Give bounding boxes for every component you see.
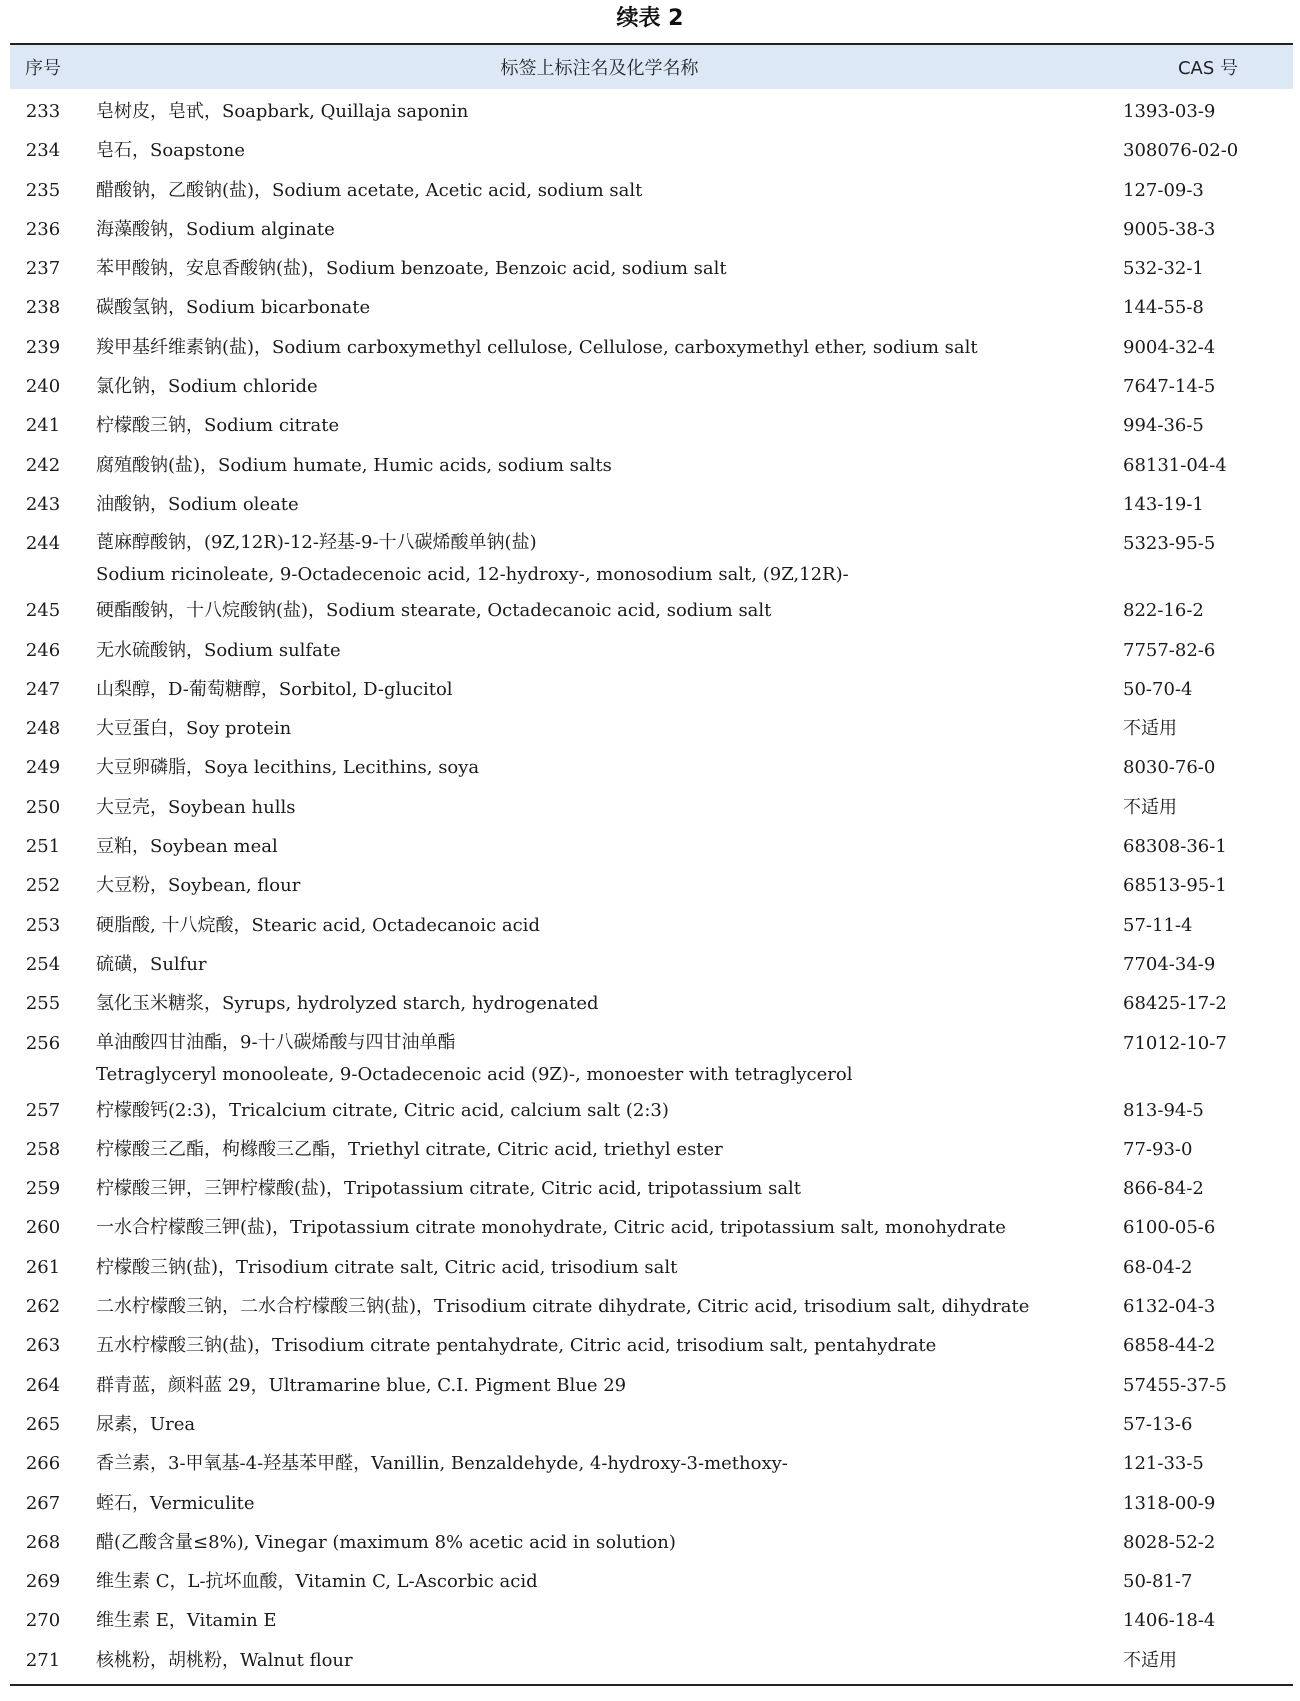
row-name — [76, 709, 1115, 748]
row-name-line: 一水合柠檬酸三钾(盐)，Tripotassium citrate monohydrate, Citric acid, tripotassium salt, monohydrate — [96, 1217, 1006, 1239]
row-name — [76, 367, 1115, 406]
row-serial-number: 262 — [25, 1296, 61, 1318]
table-row — [10, 406, 1293, 445]
row-cas-number: 不适用 — [1123, 718, 1177, 740]
header-label-and-chemical-name: 标签上标注名及化学名称 — [500, 58, 699, 79]
row-name — [76, 1366, 1115, 1405]
table-row — [10, 1130, 1293, 1169]
row-name-line: 硬酯酸钠，十八烷酸钠(盐)，Sodium stearate, Octadecanoic acid, sodium salt — [96, 600, 772, 622]
table-row — [10, 1091, 1293, 1130]
table-row — [10, 171, 1293, 210]
row-name — [76, 1248, 1115, 1287]
row-name — [76, 406, 1115, 445]
row-name-line: 柠檬酸钙(2:3)，Tricalcium citrate, Citric acid, calcium salt (2:3) — [96, 1099, 669, 1121]
row-name-line: Tetraglyceryl monooleate, 9-Octadecenoic acid (9Z)-, monoester with tetraglycerol — [96, 1063, 853, 1085]
table-row — [10, 1169, 1293, 1208]
row-name-line: 皂石，Soapstone — [96, 140, 245, 162]
row-cas-number: 866-84-2 — [1123, 1178, 1204, 1200]
table-row — [10, 131, 1293, 170]
row-serial-number: 245 — [25, 600, 61, 622]
row-name-line: 香兰素，3-甲氧基-4-羟基苯甲醛，Vanillin, Benzaldehyde, 4-hydroxy-3-methoxy- — [96, 1453, 788, 1475]
row-serial-number: 246 — [25, 639, 61, 661]
table-row — [10, 1641, 1293, 1680]
table-row — [10, 670, 1293, 709]
table-row — [10, 485, 1293, 524]
row-name-line: 柠檬酸三钠，Sodium citrate — [96, 415, 340, 437]
table-row — [10, 249, 1293, 288]
row-name — [76, 524, 1115, 591]
row-serial-number: 236 — [25, 218, 61, 240]
table-row — [10, 367, 1293, 406]
row-serial-number: 265 — [25, 1413, 61, 1435]
row-cas-number: 57455-37-5 — [1123, 1374, 1227, 1396]
row-name — [76, 1484, 1115, 1523]
row-cas-number: 68131-04-4 — [1123, 454, 1227, 476]
table-row — [10, 210, 1293, 249]
row-name-line: Sodium ricinoleate, 9-Octadecenoic acid, 12-hydroxy-, monosodium salt, (9Z,12R)- — [96, 564, 849, 586]
row-serial-number: 251 — [25, 836, 61, 858]
table-row — [10, 92, 1293, 131]
table-row — [10, 984, 1293, 1023]
row-name-line: 山梨醇，D-葡萄糖醇，Sorbitol, D-glucitol — [96, 678, 453, 700]
table-row — [10, 1208, 1293, 1247]
row-serial-number: 257 — [25, 1099, 61, 1121]
row-name — [76, 1523, 1115, 1562]
table-row — [10, 827, 1293, 866]
row-serial-number: 264 — [25, 1374, 61, 1396]
header-cas-number: CAS 号 — [1177, 58, 1239, 79]
row-cas-number: 308076-02-0 — [1123, 140, 1239, 162]
row-name — [76, 1641, 1115, 1680]
table-row — [10, 1287, 1293, 1326]
table-row — [10, 1405, 1293, 1444]
row-name — [76, 866, 1115, 905]
row-name — [76, 1169, 1115, 1208]
row-name — [76, 171, 1115, 210]
table-row — [10, 1484, 1293, 1523]
row-cas-number: 71012-10-7 — [1123, 1032, 1227, 1054]
row-name-line: 群青蓝，颜料蓝 29，Ultramarine blue, C.I. Pigment Blue 29 — [96, 1374, 627, 1396]
row-cas-number: 68513-95-1 — [1123, 875, 1227, 897]
row-cas-number: 813-94-5 — [1123, 1099, 1204, 1121]
row-name — [76, 446, 1115, 485]
row-cas-number: 6132-04-3 — [1123, 1296, 1216, 1318]
table-bottom-rule — [10, 1684, 1293, 1686]
row-name — [76, 1091, 1115, 1130]
row-name-line: 柠檬酸三乙酯，枸橼酸三乙酯，Triethyl citrate, Citric acid, triethyl ester — [96, 1138, 723, 1160]
row-serial-number: 242 — [25, 454, 61, 476]
row-name — [76, 249, 1115, 288]
row-name — [76, 1130, 1115, 1169]
row-serial-number: 238 — [25, 297, 61, 319]
row-name — [76, 906, 1115, 945]
row-cas-number: 121-33-5 — [1123, 1453, 1204, 1475]
table-row — [10, 591, 1293, 630]
row-cas-number: 5323-95-5 — [1123, 533, 1216, 555]
row-name — [76, 1326, 1115, 1365]
table-row — [10, 446, 1293, 485]
row-name-line: 碳酸氢钠，Sodium bicarbonate — [96, 297, 371, 319]
row-serial-number: 239 — [25, 336, 61, 358]
row-name — [76, 670, 1115, 709]
table-row — [10, 906, 1293, 945]
row-serial-number: 253 — [25, 914, 61, 936]
row-cas-number: 不适用 — [1123, 796, 1177, 818]
row-cas-number: 532-32-1 — [1123, 258, 1204, 280]
table-row — [10, 1366, 1293, 1405]
table-row — [10, 709, 1293, 748]
row-name-line: 皂树皮，皂甙，Soapbark, Quillaja saponin — [96, 101, 469, 122]
row-name-line: 大豆卵磷脂，Soya lecithins, Lecithins, soya — [96, 757, 480, 779]
row-serial-number: 258 — [25, 1138, 61, 1160]
table-row — [10, 631, 1293, 670]
table-row — [10, 748, 1293, 787]
row-name-line: 硫磺，Sulfur — [96, 953, 207, 975]
row-name-line: 硬脂酸, 十八烷酸，Stearic acid, Octadecanoic acid — [96, 914, 540, 936]
row-cas-number: 994-36-5 — [1123, 415, 1204, 437]
row-cas-number: 9005-38-3 — [1123, 218, 1216, 240]
row-name-line: 维生素 C，L-抗坏血酸，Vitamin C, L-Ascorbic acid — [96, 1571, 538, 1593]
table-row — [10, 288, 1293, 327]
row-cas-number: 57-11-4 — [1123, 914, 1193, 936]
row-name-line: 蛭石，Vermiculite — [96, 1492, 255, 1514]
row-serial-number: 261 — [25, 1256, 61, 1278]
table-row — [10, 1024, 1293, 1091]
row-name — [76, 1562, 1115, 1601]
row-serial-number: 254 — [25, 953, 61, 975]
row-cas-number: 8030-76-0 — [1123, 757, 1216, 779]
row-name — [76, 1024, 1115, 1091]
row-cas-number: 7757-82-6 — [1123, 639, 1216, 661]
row-cas-number: 77-93-0 — [1123, 1138, 1193, 1160]
row-name — [76, 984, 1115, 1023]
row-serial-number: 255 — [25, 993, 61, 1015]
table-row — [10, 866, 1293, 905]
row-serial-number: 260 — [25, 1217, 61, 1239]
row-serial-number: 235 — [25, 179, 61, 201]
table-body — [10, 89, 1293, 1684]
row-name-line: 单油酸四甘油酯，9-十八碳烯酸与四甘油单酯 — [96, 1031, 456, 1053]
row-name-line: 氢化玉米糖浆，Syrups, hydrolyzed starch, hydrogenated — [96, 993, 599, 1015]
row-name-line: 腐殖酸钠(盐)，Sodium humate, Humic acids, sodium salts — [96, 454, 612, 476]
row-name — [76, 827, 1115, 866]
row-name-line: 豆粕，Soybean meal — [96, 836, 278, 858]
row-serial-number: 241 — [25, 415, 61, 437]
table-row — [10, 1326, 1293, 1365]
table-row — [10, 945, 1293, 984]
row-name — [76, 788, 1115, 827]
row-name — [76, 131, 1115, 170]
header-serial-number: 序号 — [25, 58, 61, 79]
row-serial-number: 243 — [25, 493, 61, 515]
row-name-line: 羧甲基纤维素钠(盐)，Sodium carboxymethyl cellulose, Cellulose, carboxymethyl ether, sodium salt — [96, 336, 978, 358]
row-name — [76, 92, 1115, 131]
row-name-line: 维生素 E，Vitamin E — [96, 1610, 277, 1632]
row-serial-number: 247 — [25, 678, 61, 700]
row-cas-number: 1318-00-9 — [1123, 1492, 1216, 1514]
row-cas-number: 1393-03-9 — [1123, 101, 1216, 122]
row-serial-number: 259 — [25, 1178, 61, 1200]
row-name-line: 大豆粉，Soybean, flour — [96, 875, 301, 897]
row-serial-number: 270 — [25, 1610, 61, 1632]
row-name-line: 二水柠檬酸三钠，二水合柠檬酸三钠(盐)，Trisodium citrate dihydrate, Citric acid, trisodium salt, dihydrate — [96, 1296, 1030, 1318]
row-cas-number: 7704-34-9 — [1123, 953, 1216, 975]
table-row — [10, 1444, 1293, 1483]
row-name — [76, 1444, 1115, 1483]
row-name-line: 氯化钠，Sodium chloride — [96, 376, 318, 398]
row-cas-number: 6858-44-2 — [1123, 1335, 1216, 1357]
row-serial-number: 269 — [25, 1571, 61, 1593]
row-serial-number: 234 — [25, 140, 61, 162]
row-cas-number: 不适用 — [1123, 1649, 1177, 1671]
table-row — [10, 1601, 1293, 1640]
row-name-line: 无水硫酸钠，Sodium sulfate — [96, 639, 341, 661]
row-serial-number: 252 — [25, 875, 61, 897]
row-name-line: 大豆蛋白，Soy protein — [96, 718, 292, 740]
row-name-line: 柠檬酸三钠(盐)，Trisodium citrate salt, Citric acid, trisodium salt — [96, 1256, 678, 1278]
table-header — [10, 45, 1293, 89]
row-name — [76, 485, 1115, 524]
row-cas-number: 1406-18-4 — [1123, 1610, 1216, 1632]
table-row — [10, 1562, 1293, 1601]
row-serial-number: 266 — [25, 1453, 61, 1475]
row-name-line: 蓖麻醇酸钠，(9Z,12R)-12-羟基-9-十八碳烯酸单钠(盐) — [96, 532, 537, 554]
row-name — [76, 1287, 1115, 1326]
row-name — [76, 328, 1115, 367]
row-cas-number: 68-04-2 — [1123, 1256, 1193, 1278]
row-serial-number: 263 — [25, 1335, 61, 1357]
row-cas-number: 9004-32-4 — [1123, 336, 1216, 358]
row-serial-number: 256 — [25, 1032, 61, 1054]
row-name — [76, 631, 1115, 670]
row-cas-number: 143-19-1 — [1123, 493, 1204, 515]
row-name-line: 海藻酸钠，Sodium alginate — [96, 218, 335, 240]
ingredient-table — [10, 43, 1293, 1686]
row-cas-number: 57-13-6 — [1123, 1413, 1193, 1435]
row-name — [76, 210, 1115, 249]
row-name — [76, 1601, 1115, 1640]
row-cas-number: 822-16-2 — [1123, 600, 1204, 622]
row-serial-number: 244 — [25, 533, 61, 555]
table-row — [10, 1523, 1293, 1562]
row-name-line: 柠檬酸三钾，三钾柠檬酸(盐)，Tripotassium citrate, Citric acid, tripotassium salt — [96, 1178, 802, 1200]
row-cas-number: 7647-14-5 — [1123, 376, 1216, 398]
row-cas-number: 144-55-8 — [1123, 297, 1204, 319]
row-name-line: 尿素，Urea — [96, 1413, 196, 1435]
row-name — [76, 945, 1115, 984]
row-name — [76, 288, 1115, 327]
row-cas-number: 127-09-3 — [1123, 179, 1204, 201]
table-row — [10, 524, 1293, 591]
row-cas-number: 8028-52-2 — [1123, 1531, 1216, 1553]
row-name-line: 油酸钠，Sodium oleate — [96, 493, 299, 515]
row-serial-number: 249 — [25, 757, 61, 779]
row-serial-number: 248 — [25, 718, 61, 740]
row-name-line: 醋(乙酸含量≤8%), Vinegar (maximum 8% acetic acid in solution) — [96, 1531, 676, 1553]
row-name-line: 苯甲酸钠，安息香酸钠(盐)，Sodium benzoate, Benzoic acid, sodium salt — [96, 258, 727, 280]
row-cas-number: 6100-05-6 — [1123, 1217, 1216, 1239]
row-serial-number: 250 — [25, 796, 61, 818]
row-name-line: 五水柠檬酸三钠(盐)，Trisodium citrate pentahydrate, Citric acid, trisodium salt, pentahydrate — [96, 1335, 937, 1357]
row-cas-number: 68425-17-2 — [1123, 993, 1227, 1015]
row-name — [76, 1405, 1115, 1444]
row-serial-number: 240 — [25, 376, 61, 398]
table-row — [10, 328, 1293, 367]
table-row — [10, 1248, 1293, 1287]
row-name — [76, 748, 1115, 787]
row-name-line: 核桃粉，胡桃粉，Walnut flour — [96, 1649, 353, 1671]
row-name — [76, 591, 1115, 630]
table-row — [10, 788, 1293, 827]
row-cas-number: 50-70-4 — [1123, 678, 1193, 700]
row-serial-number: 233 — [25, 101, 61, 122]
row-cas-number: 68308-36-1 — [1123, 836, 1227, 858]
row-name-line: 醋酸钠，乙酸钠(盐)，Sodium acetate, Acetic acid, sodium salt — [96, 179, 643, 201]
row-name-line: 大豆壳，Soybean hulls — [96, 796, 296, 818]
row-cas-number: 50-81-7 — [1123, 1571, 1193, 1593]
row-serial-number: 237 — [25, 258, 61, 280]
row-name — [76, 1208, 1115, 1247]
row-serial-number: 268 — [25, 1531, 61, 1553]
table-title: 续表 2 — [616, 6, 684, 31]
row-serial-number: 271 — [25, 1649, 61, 1671]
row-serial-number: 267 — [25, 1492, 61, 1514]
